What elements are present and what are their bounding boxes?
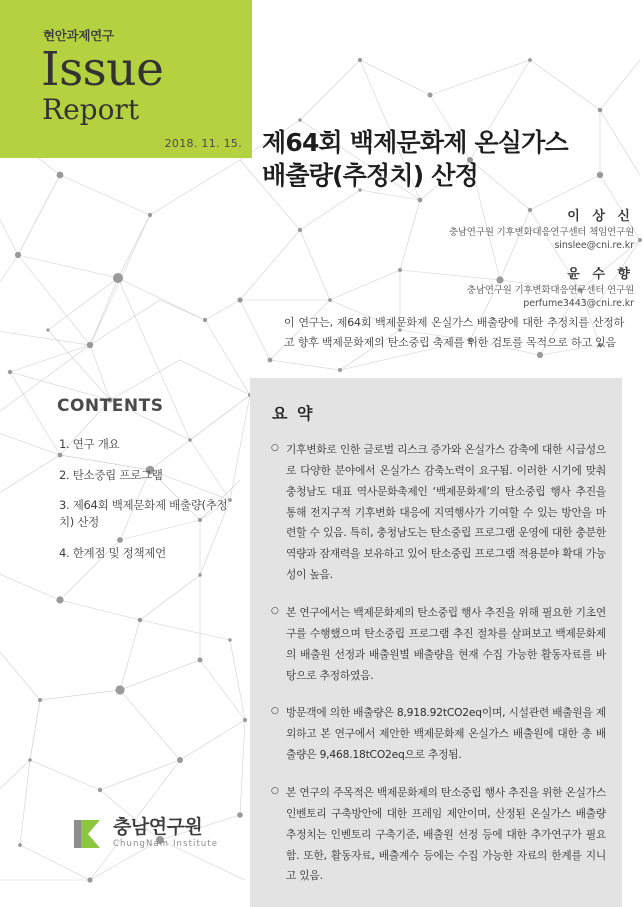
author-name: 윤 수 향: [567, 266, 634, 282]
summary-bullet-4: [270, 783, 606, 887]
contents-section: [57, 396, 242, 575]
summary-panel: [250, 378, 622, 907]
bullet-marker-icon: ○: [271, 706, 279, 717]
summary-heading: 요 약: [272, 404, 315, 423]
summary-bullet-2: [270, 603, 606, 686]
contents-heading: CONTENTS: [57, 396, 164, 416]
logo-korean-name: 충남연구원: [113, 816, 203, 838]
bullet-marker-icon: ○: [271, 606, 279, 617]
report-title-line-1: 제64회 백제문화제 온실가스: [262, 128, 568, 157]
report-title: [262, 126, 634, 192]
report-title-line-2: 배출량(추정치) 산정: [262, 161, 478, 190]
author-email: perfume3443@cni.re.kr: [523, 297, 634, 309]
masthead-kicker: 현안과제연구: [43, 28, 114, 43]
summary-bullet-text: 방문객에 의한 배출량은 8,918.92tCO2eq이며, 시설관련 배출원을 제외하고 본 연구에서 제안한 백제문화제 온실가스 배출원에 대한 총 배출량은 9,468.18tCO2eq으로 추정됨.: [286, 706, 607, 762]
bullet-marker-icon: ○: [271, 786, 279, 797]
summary-bullet-text: 본 연구의 주목적은 백제문화제의 탄소중립 행사 추진을 위한 온실가스 인벤토리 구축방안에 대한 프레임 제안이며, 산정된 온실가스 배출량 추정치는 인벤토리 구축기준, 배출원 선정 등에 대한 추가연구가 필요함. 또한, 활동자료, 배출계수 등에는 수집 가능한 자료의 한계를 지니고 있음.: [286, 786, 606, 883]
bullet-marker-icon: ○: [271, 443, 279, 453]
abstract-text: 이 연구는, 제64회 백제문화제 온실가스 배출량에 대한 추정치를 산정하고 향후 백제문화제의 탄소중립 축제를 위한 검토를 목적으로 하고 있음: [284, 316, 624, 350]
author-affiliation: 충남연구원 기후변화대응연구센터 책임연구원: [448, 227, 634, 238]
contents-item-3[interactable]: 3. 제64회 백제문화제 배출량(추정치) 산정: [59, 498, 228, 530]
summary-bullet-text: 기후변화로 인한 글로벌 리스크 증가와 온실가스 감축에 대한 시급성으로 다양한 분야에서 온실가스 감축노력이 요구됨. 이러한 시기에 맞춰 충청남도 대표 역사문화축제인 ‘백제문화제’의 탄소중립 행사 추진을 통해 전지구적 기후변화 대응에 지역행사가 기여할 수 있는 방안을 마련할 수 있음. 특히, 충청남도는 탄소중립 프로그램 운영에 대한 충분한 역량과 잠재력을 보유하고 있어 탄소중립 프로그램 적용분야 확대 가능성이 높음.: [286, 443, 606, 582]
contents-item-2[interactable]: 2. 탄소중립 프로그램: [59, 467, 163, 482]
masthead-title-issue: Issue: [41, 42, 164, 97]
summary-bullet-1: [270, 440, 606, 586]
summary-bullet-text: 본 연구에서는 백제문화제의 탄소중립 행사 추진을 위해 필요한 기초연구를 수행했으며 탄소중립 프로그램 추진 절차를 살펴보고 백제문화제의 배출원 선정과 배출원별 배출량을 현재 수집 가능한 활동자료를 바탕으로 추정하였음.: [286, 606, 606, 682]
author-email: sinslee@cni.re.kr: [554, 240, 634, 252]
logo-english-name: ChungNam Institute: [113, 838, 219, 849]
author-entry: [300, 205, 634, 254]
institute-logo: [72, 818, 218, 850]
logo-text: [113, 818, 218, 850]
summary-bullet-3: [270, 703, 606, 766]
author-name: 이 상 신: [567, 209, 634, 224]
masthead-title-report: Report: [42, 93, 140, 126]
author-entry: [300, 263, 634, 312]
contents-item-4[interactable]: 4. 한계점 및 정책제언: [59, 545, 166, 560]
author-affiliation: 충남연구원 기후변화대응연구센터 연구원: [466, 284, 634, 296]
author-list: [300, 205, 634, 320]
publication-date: 2018. 11. 15.: [164, 137, 242, 150]
chungnam-chevron-logo-icon: [72, 819, 106, 849]
contents-item-1[interactable]: 1. 연구 개요: [59, 437, 120, 451]
summary-bullet-list: [270, 440, 606, 904]
masthead-green-block: [0, 0, 252, 158]
